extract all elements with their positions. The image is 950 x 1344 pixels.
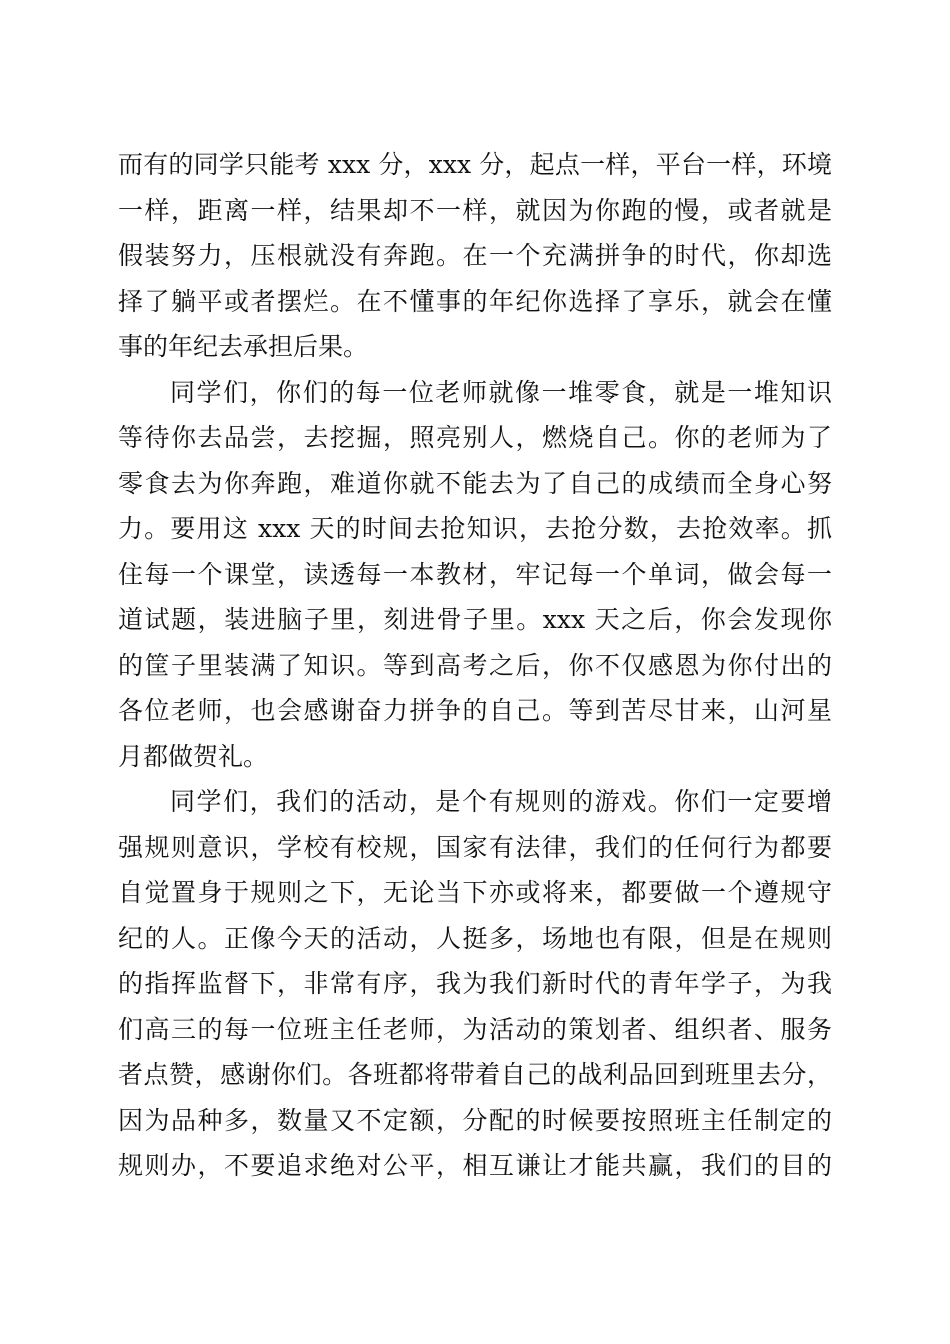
text-line: 力。要用这 xxx 天的时间去抢知识，去抢分数，去抢效率。抓: [118, 514, 832, 543]
text-line: 零食去为你奔跑，难道你就不能去为了自己的成绩而全身心努: [118, 468, 832, 498]
text-line: 强规则意识，学校有校规，国家有法律，我们的任何行为都要: [118, 832, 832, 862]
text-line: 择了躺平或者摆烂。在不懂事的年纪你选择了享乐，就会在懂: [118, 286, 832, 316]
text-line: 者点赞，感谢你们。各班都将带着自己的战利品回到班里去分，: [118, 1060, 832, 1089]
paragraph-3: [118, 779, 832, 1189]
text-line: 规则办，不要追求绝对公平，相互谦让才能共赢，我们的目的: [118, 1151, 832, 1180]
text-line: 假装努力，压根就没有奔跑。在一个充满拼争的时代，你却选: [118, 241, 832, 270]
paragraph-2: [118, 370, 832, 780]
text-line: 自觉置身于规则之下，无论当下亦或将来，都要做一个遵规守: [118, 878, 832, 907]
paragraph-1: [118, 142, 832, 370]
text-line: 纪的人。正像今天的活动，人挺多，场地也有限，但是在规则: [118, 923, 832, 953]
text-line: 因为品种多，数量又不定额，分配的时候要按照班主任制定的: [118, 1105, 832, 1135]
text-line: 月都做贺礼。: [118, 741, 269, 771]
text-line: 的筐子里装满了知识。等到高考之后，你不仅感恩为你付出的: [118, 650, 832, 680]
text-line: 同学们，你们的每一位老师就像一堆零食，就是一堆知识: [170, 377, 832, 407]
text-line: 事的年纪去承担后果。: [118, 332, 369, 361]
text-line: 同学们，我们的活动，是个有规则的游戏。你们一定要增: [170, 787, 832, 816]
text-line: 一样，距离一样，结果却不一样，就因为你跑的慢，或者就是: [118, 195, 832, 225]
text-line: 等待你去品尝，去挖掘，照亮别人，燃烧自己。你的老师为了: [118, 423, 832, 452]
document-body: [118, 142, 832, 1189]
text-line: 道试题，装进脑子里，刻进骨子里。xxx 天之后，你会发现你: [118, 605, 832, 634]
text-line: 而有的同学只能考 xxx 分，xxx 分，起点一样，平台一样，环境: [118, 150, 832, 179]
text-line: 们高三的每一位班主任老师，为活动的策划者、组织者、服务: [118, 1014, 832, 1044]
text-line: 各位老师，也会感谢奋力拼争的自己。等到苦尽甘来，山河星: [118, 696, 832, 725]
text-line: 住每一个课堂，读透每一本教材，牢记每一个单词，做会每一: [118, 559, 832, 589]
text-line: 的指挥监督下，非常有序，我为我们新时代的青年学子，为我: [118, 969, 832, 998]
